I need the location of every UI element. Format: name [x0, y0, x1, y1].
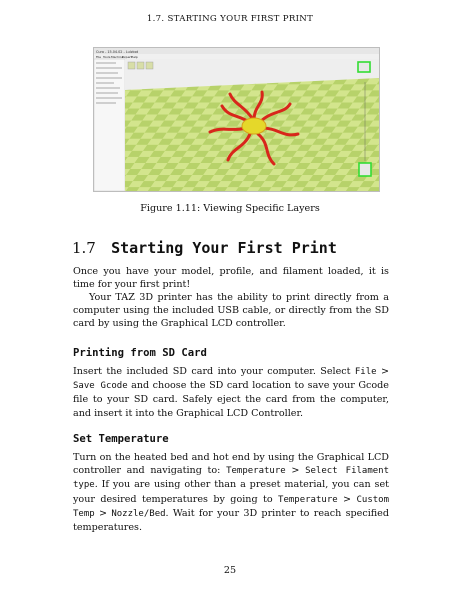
menu-machine[interactable]: Machine	[111, 55, 124, 59]
temperature-paragraph	[73, 451, 389, 534]
sep: >	[285, 465, 306, 477]
octopus-body	[242, 118, 266, 134]
temperature-text-a: Turn on the heated bed and hot end by using the Graphical LCD controller and navigating to:	[73, 452, 389, 477]
menu-tools[interactable]: Tools	[103, 55, 111, 59]
menu-items	[96, 55, 138, 59]
sd-card-paragraph	[73, 365, 389, 420]
load-button[interactable]	[128, 62, 135, 69]
layer-slider-handle[interactable]	[359, 163, 371, 176]
sep: >	[94, 507, 112, 519]
code-save-gcode: Save Gcode	[73, 381, 128, 392]
menu-file[interactable]: File	[96, 55, 102, 59]
code-temperature-2: Temperature	[278, 494, 338, 505]
subheading-set-temperature: Set Temperature	[73, 433, 169, 445]
subheading-sd-card: Printing from SD Card	[73, 347, 207, 359]
code-select-filament: Select Filament type	[73, 466, 390, 491]
view-mode-button[interactable]	[358, 62, 370, 72]
code-file: File	[354, 367, 377, 377]
code-temperature: Temperature	[226, 466, 286, 477]
save-button[interactable]	[137, 62, 144, 69]
temperature-text-b: . If you are using other than a preset material, you can set your desired temperatures by going to	[73, 479, 389, 505]
running-header-title: 1.7. STARTING YOUR FIRST PRINT	[146, 14, 314, 24]
print-bed	[125, 78, 379, 191]
menu-help[interactable]: Help	[131, 55, 138, 59]
sd-card-text-b: and choose the SD card location to save your Gcode file to your SD card. Safely eject the card from the computer, and insert it into the Graphical LCD Controller.	[73, 380, 389, 419]
page-number: 25	[223, 565, 237, 576]
code-nozzle-bed: Nozzle/Bed	[111, 508, 166, 519]
cura-window	[94, 48, 379, 191]
code-custom-temp: Custom Temp	[73, 494, 390, 519]
share-button[interactable]	[146, 62, 153, 69]
window-title: Cura - 15.04.02 - Lulzbot	[96, 50, 139, 54]
sd-card-text-a: Insert the included SD card into your computer. Select	[73, 366, 355, 377]
section-heading	[72, 239, 337, 257]
temperature-text-c: . Wait for your 3D printer to reach specified temperatures.	[73, 507, 390, 534]
intro-paragraph-2: Your TAZ 3D printer has the ability to print directly from a computer using the included USB cable, or directly from the SD card by using the Graphical LCD controller.	[73, 292, 389, 330]
sep: >	[376, 366, 389, 377]
figure-caption: Figure 1.11: Viewing Specific Layers	[140, 203, 320, 214]
view-toolbar	[128, 62, 153, 69]
menu-expert[interactable]: Expert	[122, 55, 132, 59]
section-title: Starting Your First Print	[111, 239, 337, 257]
section-number: 1.7	[72, 239, 96, 257]
figure-screenshot	[93, 47, 380, 192]
intro-paragraph-1: Once you have your model, profile, and filament loaded, it is time for your first print!	[73, 266, 389, 291]
sep: >	[337, 493, 357, 505]
running-header	[0, 14, 460, 24]
